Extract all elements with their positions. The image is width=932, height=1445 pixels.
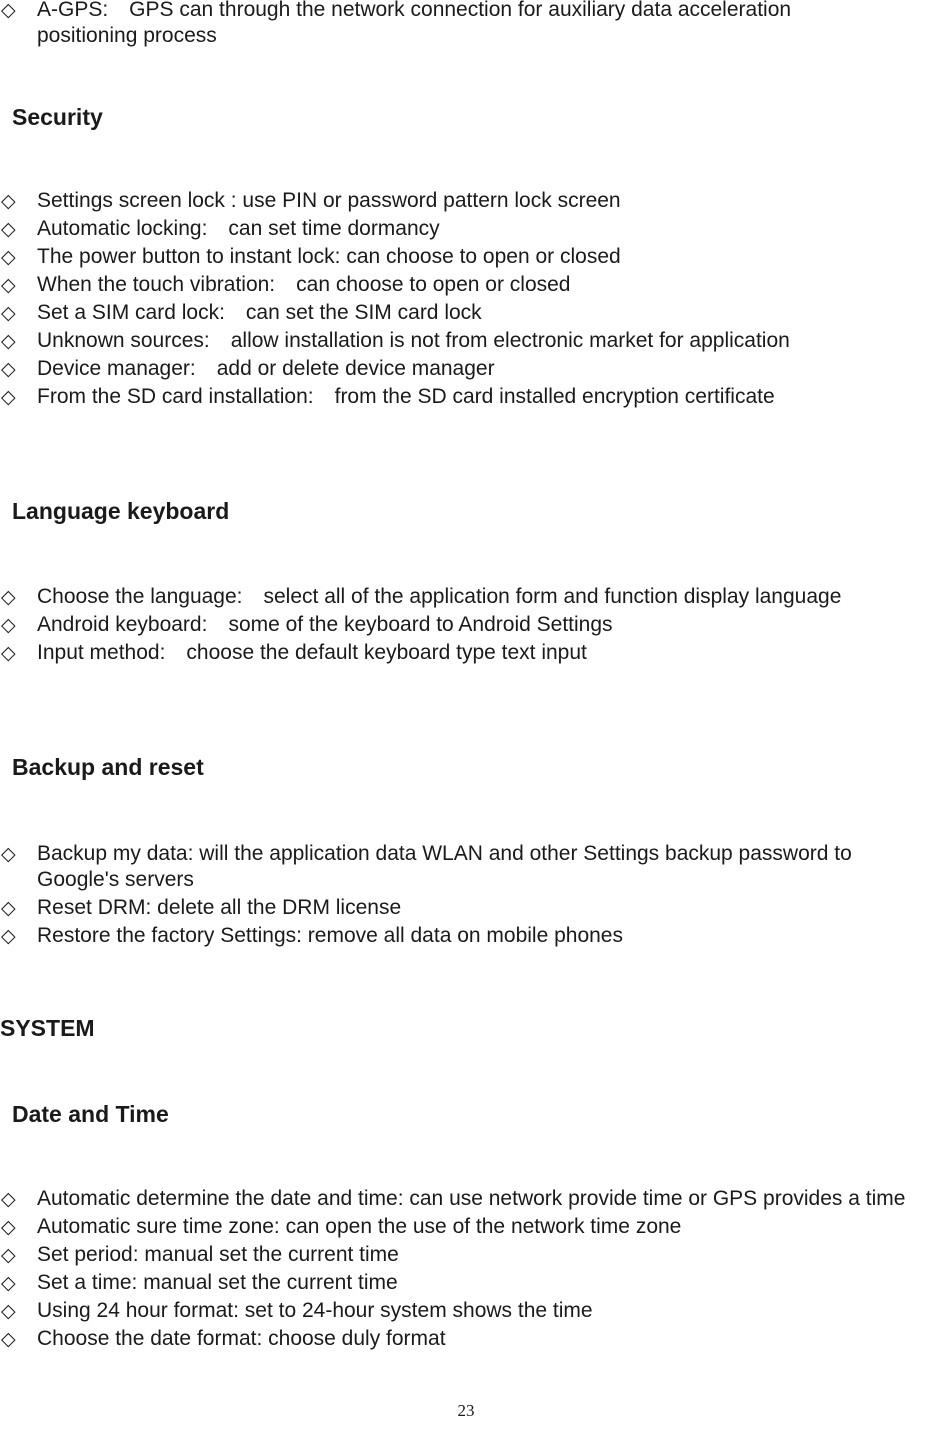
diamond-bullet-icon: ◇ (1, 1244, 16, 1266)
list-item-text: Using 24 hour format: set to 24-hour system shows the time (37, 1299, 593, 1322)
list-item (0, 384, 932, 410)
security-list (0, 188, 932, 412)
diamond-bullet-icon: ◇ (1, 1328, 16, 1350)
list-item (0, 584, 932, 610)
diamond-bullet-icon: ◇ (1, 274, 16, 296)
list-item (0, 612, 932, 638)
diamond-bullet-icon: ◇ (1, 897, 16, 919)
list-item (0, 841, 932, 893)
diamond-bullet-icon: ◇ (1, 330, 16, 352)
list-item (0, 356, 932, 382)
list-item (0, 244, 932, 270)
page-number: 23 (457, 1401, 475, 1420)
diamond-bullet-icon: ◇ (1, 302, 16, 324)
list-item (0, 923, 932, 949)
list-item-text: Choose the date format: choose duly format (37, 1327, 446, 1350)
diamond-bullet-icon: ◇ (1, 1300, 16, 1322)
list-item (0, 895, 932, 921)
language-list (0, 584, 932, 668)
diamond-bullet-icon: ◇ (1, 386, 16, 408)
list-item (0, 272, 932, 298)
list-item-text: Android keyboard: some of the keyboard to Android Settings (37, 613, 613, 636)
diamond-bullet-icon: ◇ (1, 586, 16, 608)
diamond-bullet-icon: ◇ (1, 190, 16, 212)
list-item-text: Device manager: add or delete device manager (37, 357, 495, 380)
list-item-text: Unknown sources: allow installation is not from electronic market for application (37, 329, 790, 352)
diamond-bullet-icon: ◇ (1, 843, 16, 865)
diamond-bullet-icon: ◇ (1, 1216, 16, 1238)
list-item-text: From the SD card installation: from the SD card installed encryption certificate (37, 385, 775, 408)
list-item-text: Settings screen lock : use PIN or password pattern lock screen (37, 189, 621, 212)
section-heading-backup-and-reset: Backup and reset (12, 754, 204, 780)
list-item (0, 640, 932, 666)
list-item (0, 1214, 932, 1240)
diamond-bullet-icon: ◇ (1, 614, 16, 636)
list-item-text: Input method: choose the default keyboard type text input (37, 641, 587, 664)
backup-list (0, 841, 932, 951)
list-item-text: Restore the factory Settings: remove all data on mobile phones (37, 924, 623, 947)
diamond-bullet-icon: ◇ (1, 358, 16, 380)
section-heading-language-keyboard: Language keyboard (12, 498, 230, 524)
diamond-bullet-icon: ◇ (1, 1188, 16, 1210)
list-item-text: Automatic determine the date and time: can use network provide time or GPS provides a time (37, 1187, 906, 1210)
section-heading-date-and-time: Date and Time (12, 1101, 169, 1127)
list-item-text: Automatic locking: can set time dormancy (37, 217, 440, 240)
list-item (0, 1270, 932, 1296)
diamond-bullet-icon: ◇ (1, 642, 16, 664)
list-item (0, 1186, 932, 1212)
list-item (0, 1326, 932, 1352)
list-item-text: Reset DRM: delete all the DRM license (37, 896, 402, 919)
list-item-text: When the touch vibration: can choose to open or closed (37, 273, 571, 296)
list-item-text: Backup my data: will the application data WLAN and other Settings backup password to Google's servers (37, 842, 852, 891)
list-item-text: Set a time: manual set the current time (37, 1271, 398, 1294)
list-item (0, 328, 932, 354)
list-item (0, 188, 932, 214)
list-item-text: A-GPS: GPS can through the network connection for auxiliary data acceleration positioning process (37, 0, 792, 47)
list-item-text: The power button to instant lock: can choose to open or closed (37, 245, 621, 268)
intro-list (0, 0, 932, 51)
diamond-bullet-icon: ◇ (1, 246, 16, 268)
list-item (0, 300, 932, 326)
diamond-bullet-icon: ◇ (1, 1272, 16, 1294)
datetime-list (0, 1186, 932, 1354)
chapter-heading-system: SYSTEM (0, 1015, 95, 1041)
list-item-text: Set period: manual set the current time (37, 1243, 399, 1266)
list-item (0, 1298, 932, 1324)
list-item (0, 0, 867, 49)
section-heading-security: Security (12, 104, 103, 130)
list-item-text: Choose the language: select all of the application form and function display language (37, 585, 842, 608)
list-item (0, 1242, 932, 1268)
list-item (0, 216, 932, 242)
diamond-bullet-icon: ◇ (1, 925, 16, 947)
diamond-bullet-icon: ◇ (1, 0, 16, 21)
list-item-text: Set a SIM card lock: can set the SIM card lock (37, 301, 482, 324)
diamond-bullet-icon: ◇ (1, 218, 16, 240)
list-item-text: Automatic sure time zone: can open the use of the network time zone (37, 1215, 682, 1238)
